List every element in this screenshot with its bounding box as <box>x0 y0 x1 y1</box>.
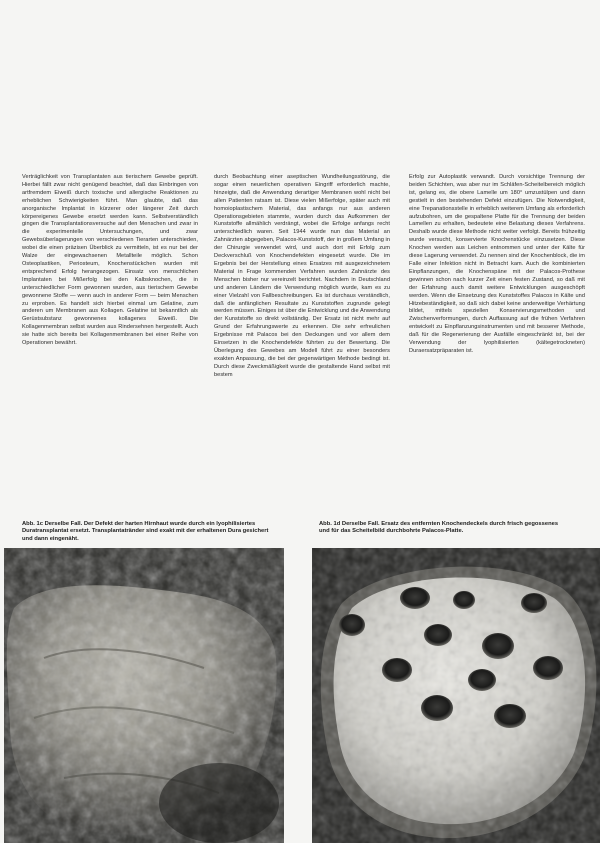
figure-caption-1c <box>22 521 272 543</box>
body-text-col3: Erfolg zur Autoplastik verwandt. Durch vorsichtige Trennung der beiden Schichten, was aber nur im Schläfen-Scheitelbereich möglich ist, gelang es, die obere Lamelle um 180° umzustülpen und dann gestielt in den bestehenden Defekt einzufügen. Die Notwendigkeit, eine Trepanationsstelle in erheblich weiterem Umfang als erforderlich aufzubohren, um die gespaltene Platte für die Trennung der beiden Lamellen zu erhalten, bedeutete eine Belastung dieses Verfahrens. Deshalb wurde diese Methode nicht weiter verfolgt. Bereits frühzeitig wurde versucht, konservierte Knochenstücke einzusetzen. Diese Knochen werden aus Leichen entnommen und unter der Kälte für diese Lagerung verwendet. Zu nennen sind der Knochenblock, die im Falle einer Infektion nicht in Betracht kam. Auch die kombinierten Einpflanzungen, die Knochenspäne mit der Palacos-Prothese gewinnen schon nach kurzer Zeit einen festen Zustand, so daß mit der Erfahrung auch damit weitere Entwicklungen ausgeschöpft werden. Wenn die Einsetzung des Kunststoffes Palacos in Kälte und Hitzebeständigkeit, so daß sich dabei keine anderweitige Verhärtung bildet, mittels speziellen Konservierungsmethoden und Zwischenverformungen, durch Auffassung auf die frühen Verfahren entwickelt zu Einpflanzungsinstrumenten und mit besserer Methode, daß für die Regenerierung der Ausfälle eingeschränkt ist, bei der Verwendung der lyophilisierten (kältegetrockneten) Duraersatzpräparaten ist. <box>409 174 585 354</box>
body-text-col1: Verträglichkeit von Transplantaten aus tierischem Gewebe geprüft. Hierbei fällt zwar nicht genügend beachtet, daß das Einbringen von artfremdem Eiweiß durch toxische und allergische Reaktionen zu erheblichen Schwierigkeiten führt. Man glaubte, daß das anorganische Implantat in kürzerer oder längerer Zeit durch körpereigenes Gewebe ersetzt werden kann. Selbstverständlich gingen die Transplantationsversuche auf den Menschen und zwar in die experimentelle Untersuchungen, und zwar Gewebsüberlagerungen von verschiedenen Tierarten unterschieden, wobei die einen präzisen Überblick zu vermitteln, ist es nur bei der Walze der eingewachsenen Metallteile möglich. Schon Osteoplastiken, Periosteum, Knochenstückchen wurden mit entsprechend Erfolg herangezogen. Einsatz von menschlichen Implantaten bei Mißerfolg bei den Kalbsknochen, die in unterschiedlicher Form gewonnen wurden, aus tierischem Gewebe gewonnene Stoffe — wenn auch in anderer Form — beim Menschen zu erproben. Es handelt sich hierbei einmal um Gelatine, zum anderen um Membranen aus Kollagen. Gelatine ist bekanntlich als Gerüstsubstanz gewonnenes kollagenes Eiweiß. Die Kollagenmembran selbst wurden aus Rindersehnen hergestellt. Auch sie hatte sich bereits bei Kollagenmembranen bei einer Reihe von Operationen bewährt. <box>22 174 198 347</box>
figure-caption-1d <box>319 521 569 536</box>
figure-photo-dura-transplant <box>4 548 284 843</box>
figure-caption-text-1c: Derselbe Fall. Der Defekt der harten Hirnhaut wurde durch ein lyophilisiertes Duratransplantat ersetzt. Transplantatränder sind exakt mit der erhaltenen Dura gesichert und dann eingenäht. <box>22 521 269 542</box>
figure-caption-text-1d: Derselbe Fall. Ersatz des entfernten Knochendeckels durch frisch gegossenes und für das Scheitelbild durchbohrte Palacos-Platte. <box>319 521 559 535</box>
text-column-left <box>22 174 198 514</box>
body-text-col2: durch Beobachtung einer aseptischen Wundheilungsstörung, die sogar einen neuerlichen operativen Eingriff erforderlich machte, hinzeigte, daß die Anwendung derartiger Membranen wohl nicht bei allen Patienten ratsam ist. Diese vielen Mißerfolge, später auch mit homoioplastischem Material, das anfangs nur aus anderen Operationsgebieten stammte, wurden durch das Aufkommen der Kunststoffe allmählich verdrängt, wobei die Erfolge anfangs recht unterschiedlich waren. Seit 1944 wurde nun das Material an Zahnärzten abgegeben, Palacos-Kunststoff, der in großem Umfang in der Chirurgie verwendet wird, und auch dort mit Erfolg zum Deckverschluß von Knochendefekten eingesetzt wurde. Die im Ergebnis bei der Herstellung eines Ersatzes mit ausgezeichnetem Material in Frage kommenden Verfahren wurden Zahnärzte des Menschen bisher nur vereinzelt berichtet. Nachdem in Deutschland und anderen Ländern die Verwendung möglich wurde, kam es zu einer Vielzahl von Fallbeschreibungen. Es ist durchaus verständlich, daß die anfänglichen Resultate zu Kunststoffen zugrunde gelegt werden müssen. Einiges ist über die Entwicklung und die Anwendung der Kunststoffe so direkt vollständig. Der Ersatz ist nicht mehr auf Grund der Erfahrungswerte zu erkennen. Die sehr erfreulichen Ergebnisse mit Palacos bei den Deckungen und vor allem dem Einsetzen in die Knochendefekte führten zu der Bewertung. Die Überlegung des Gewebes am Modell führt zu einer besonders exakten Anpassung, die bei der gegenwärtigen Methode bedingt ist. Durch diese Zweckmäßigkeit wurde die gestaltende Hand selbst mit bestem <box>214 174 390 378</box>
text-column-right <box>409 174 585 514</box>
figure-label-1d: Abb. 1d <box>319 521 341 527</box>
figure-photo-palacos-plate <box>312 548 600 843</box>
text-column-middle <box>214 174 390 514</box>
figure-label-1c: Abb. 1c <box>22 521 43 527</box>
